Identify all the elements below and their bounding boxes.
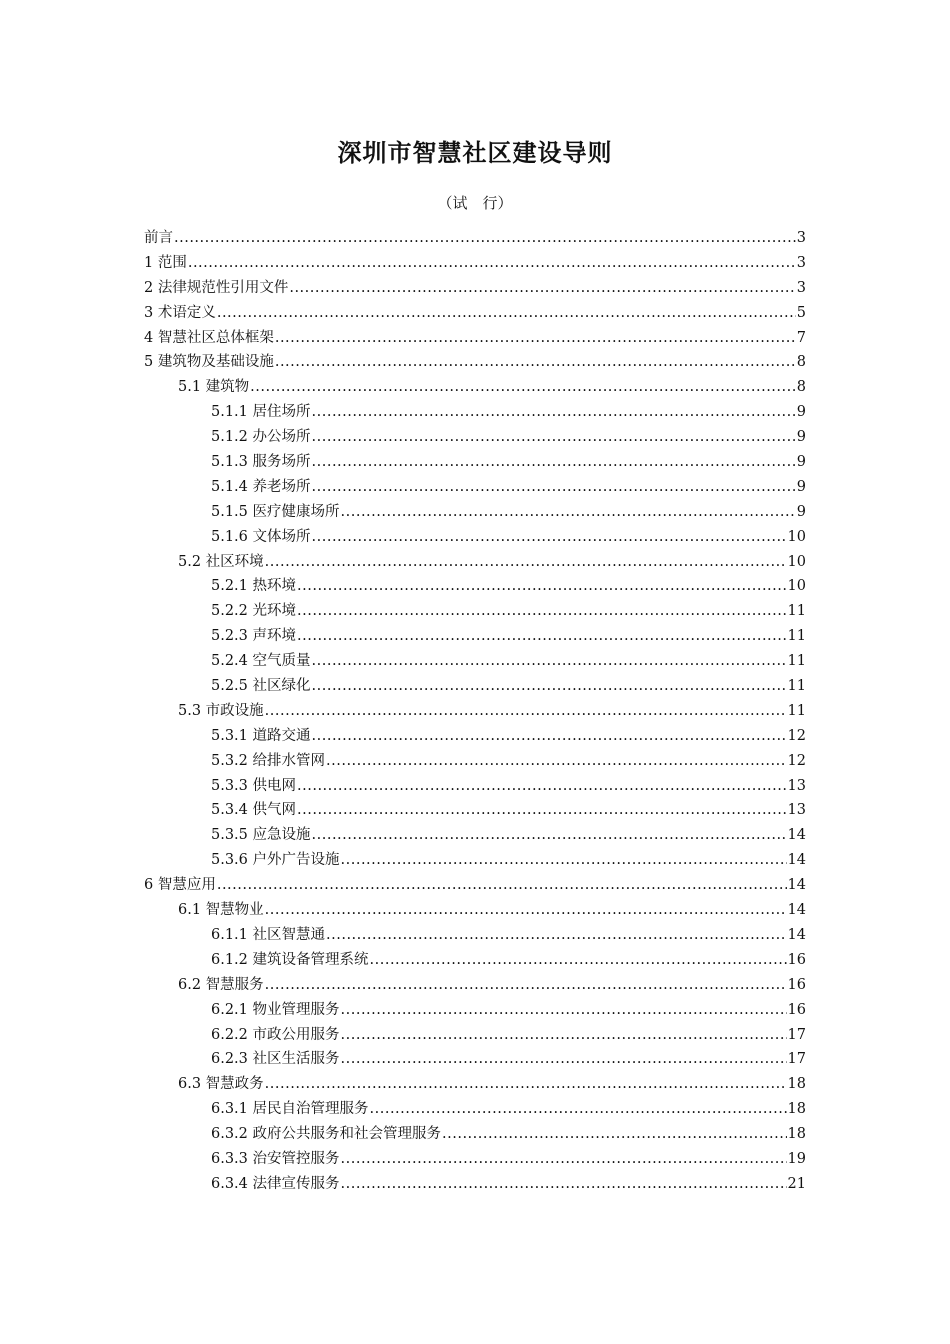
toc-entry-label: 6.3.4 法律宣传服务 [211,1175,340,1192]
toc-entry-page-number: 11 [787,628,806,645]
toc-leader-dots [341,1172,787,1197]
toc-leader-dots [341,1023,787,1048]
toc-entry[interactable] [144,749,806,774]
toc-entry[interactable] [144,251,806,276]
toc-entry[interactable] [144,724,806,749]
toc-entry-label: 5.2.2 光环境 [211,603,297,620]
toc-entry-label: 5 建筑物及基础设施 [144,354,274,371]
toc-entry[interactable] [144,823,806,848]
toc-entry-page-number: 13 [787,777,806,794]
toc-entry-page-number: 16 [787,976,806,993]
toc-entry[interactable] [144,898,806,923]
toc-entry-page-number: 11 [787,603,806,620]
toc-entry-page-number: 9 [796,478,806,495]
toc-entry-label: 6.2.2 市政公用服务 [211,1026,340,1043]
toc-entry-page-number: 16 [787,951,806,968]
toc-entry-label: 前言 [144,230,173,246]
toc-entry-page-number: 10 [787,553,806,570]
toc-entry[interactable] [144,375,806,400]
toc-leader-dots [312,674,787,699]
toc-entry[interactable] [144,873,806,898]
toc-entry[interactable] [144,326,806,351]
toc-entry[interactable] [144,699,806,724]
toc-entry[interactable] [144,774,806,799]
toc-entry-page-number: 17 [787,1026,806,1043]
toc-entry[interactable] [144,848,806,873]
toc-leader-dots [312,823,787,848]
toc-entry-page-number: 11 [787,678,806,695]
toc-entry-label: 5.1.6 文体场所 [211,528,311,545]
toc-entry-page-number: 14 [787,877,806,894]
toc-entry[interactable] [144,425,806,450]
toc-entry-page-number: 16 [787,1001,806,1018]
toc-entry-label: 5.2 社区环境 [178,553,264,570]
toc-entry-label: 5.2.1 热环境 [211,578,297,595]
toc-leader-dots [265,1072,787,1097]
toc-entry-label: 6.3.3 治安管控服务 [211,1150,340,1167]
toc-leader-dots [174,226,796,251]
toc-entry-label: 6 智慧应用 [144,877,216,894]
toc-entry-page-number: 13 [787,802,806,819]
toc-leader-dots [341,500,796,525]
toc-entry[interactable] [144,923,806,948]
toc-leader-dots [297,774,787,799]
toc-entry-page-number: 14 [787,827,806,844]
toc-entry[interactable] [144,400,806,425]
toc-leader-dots [326,749,787,774]
toc-entry-page-number: 9 [796,404,806,421]
toc-entry-label: 5.1.1 居住场所 [211,404,311,421]
toc-leader-dots [370,1097,787,1122]
toc-entry[interactable] [144,500,806,525]
toc-entry-label: 5.1 建筑物 [178,379,250,396]
toc-entry-label: 6.3.1 居民自治管理服务 [211,1101,369,1118]
toc-leader-dots [297,574,787,599]
toc-leader-dots [275,350,796,375]
toc-entry-label: 6.2.3 社区生活服务 [211,1051,340,1068]
document-title: 深圳市智慧社区建设导则 [337,138,613,167]
toc-leader-dots [312,425,796,450]
toc-leader-dots [265,898,787,923]
toc-entry-label: 6.2 智慧服务 [178,976,264,993]
toc-entry-page-number: 12 [787,752,806,769]
toc-leader-dots [265,550,787,575]
toc-entry-page-number: 18 [787,1101,806,1118]
toc-entry-label: 5.3.6 户外广告设施 [211,852,340,869]
toc-leader-dots [312,450,796,475]
toc-entry-label: 5.3 市政设施 [178,702,264,719]
toc-leader-dots [312,649,787,674]
toc-leader-dots [217,301,796,326]
toc-leader-dots [326,923,787,948]
toc-entry-page-number: 8 [796,354,806,371]
toc-entry-label: 5.1.4 养老场所 [211,478,311,495]
toc-entry[interactable] [144,301,806,326]
toc-entry[interactable] [144,1147,806,1172]
toc-leader-dots [312,400,796,425]
toc-entry-label: 6.3.2 政府公共服务和社会管理服务 [211,1126,442,1143]
toc-entry[interactable] [144,276,806,301]
toc-entry-page-number: 10 [787,528,806,545]
toc-entry-page-number: 14 [787,926,806,943]
toc-entry-page-number: 17 [787,1051,806,1068]
toc-entry-label: 5.3.1 道路交通 [211,727,311,744]
toc-entry-label: 5.1.5 医疗健康场所 [211,503,340,520]
toc-entry-page-number: 9 [796,503,806,520]
toc-leader-dots [265,699,787,724]
toc-entry-label: 4 智慧社区总体框架 [144,329,274,346]
toc-entry-page-number: 7 [796,329,806,346]
toc-entry-label: 5.3.3 供电网 [211,777,297,794]
toc-entry[interactable] [144,1172,806,1197]
toc-entry[interactable] [144,599,806,624]
toc-entry-label: 5.2.3 声环境 [211,628,297,645]
toc-entry[interactable] [144,624,806,649]
toc-leader-dots [341,998,787,1023]
toc-entry-page-number: 5 [796,304,806,321]
toc-entry-page-number: 18 [787,1076,806,1093]
toc-entry[interactable] [144,649,806,674]
toc-entry-page-number: 12 [787,727,806,744]
toc-leader-dots [312,724,787,749]
document-subtitle: （试 行） [437,194,513,212]
toc-leader-dots [275,326,796,351]
toc-entry[interactable] [144,1072,806,1097]
toc-leader-dots [370,948,787,973]
toc-leader-dots [265,973,787,998]
toc-entry-label: 5.3.4 供气网 [211,802,297,819]
toc-entry-page-number: 3 [796,230,806,246]
toc-leader-dots [312,525,787,550]
toc-leader-dots [188,251,796,276]
toc-leader-dots [297,798,787,823]
toc-entry-page-number: 9 [796,454,806,471]
toc-entry-label: 5.3.5 应急设施 [211,827,311,844]
toc-entry-page-number: 19 [787,1150,806,1167]
toc-entry-page-number: 11 [787,702,806,719]
toc-entry-label: 6.1 智慧物业 [178,902,264,919]
toc-leader-dots [217,873,787,898]
toc-entry-page-number: 3 [796,254,806,271]
toc-entry[interactable] [144,948,806,973]
toc-entry-label: 5.2.5 社区绿化 [211,678,311,695]
toc-entry[interactable] [144,450,806,475]
toc-entry-page-number: 14 [787,852,806,869]
toc-entry-label: 1 范围 [144,254,187,271]
toc-entry[interactable] [144,998,806,1023]
toc-entry-label: 5.2.4 空气质量 [211,653,311,670]
toc-entry-label: 6.3 智慧政务 [178,1076,264,1093]
toc-leader-dots [250,375,796,400]
toc-entry-page-number: 3 [796,279,806,296]
toc-entry[interactable] [144,226,806,251]
toc-leader-dots [341,1147,787,1172]
toc-entry-page-number: 8 [796,379,806,396]
toc-entry[interactable] [144,550,806,575]
toc-entry-label: 5.3.2 给排水管网 [211,752,326,769]
toc-entry-page-number: 18 [787,1126,806,1143]
toc-leader-dots [312,475,796,500]
toc-leader-dots [341,1047,787,1072]
toc-entry-page-number: 21 [787,1175,806,1192]
toc-entry[interactable] [144,798,806,823]
toc-entry[interactable] [144,1023,806,1048]
toc-leader-dots [297,599,787,624]
toc-leader-dots [442,1122,787,1147]
toc-entry[interactable] [144,525,806,550]
toc-entry[interactable] [144,350,806,375]
toc-entry-label: 6.1.2 建筑设备管理系统 [211,951,369,968]
table-of-contents [144,226,806,1197]
toc-entry-label: 5.1.3 服务场所 [211,454,311,471]
toc-entry[interactable] [144,574,806,599]
toc-entry-label: 6.2.1 物业管理服务 [211,1001,340,1018]
toc-entry[interactable] [144,1047,806,1072]
toc-entry[interactable] [144,1122,806,1147]
toc-entry-page-number: 11 [787,653,806,670]
toc-entry[interactable] [144,674,806,699]
toc-entry-label: 3 术语定义 [144,304,216,321]
toc-entry[interactable] [144,475,806,500]
toc-leader-dots [289,276,795,301]
toc-leader-dots [297,624,787,649]
toc-entry-page-number: 10 [787,578,806,595]
toc-entry-label: 2 法律规范性引用文件 [144,279,289,296]
toc-entry-page-number: 14 [787,902,806,919]
toc-entry-page-number: 9 [796,429,806,446]
toc-leader-dots [341,848,787,873]
toc-entry-label: 6.1.1 社区智慧通 [211,926,326,943]
toc-entry[interactable] [144,973,806,998]
toc-entry[interactable] [144,1097,806,1122]
toc-entry-label: 5.1.2 办公场所 [211,429,311,446]
